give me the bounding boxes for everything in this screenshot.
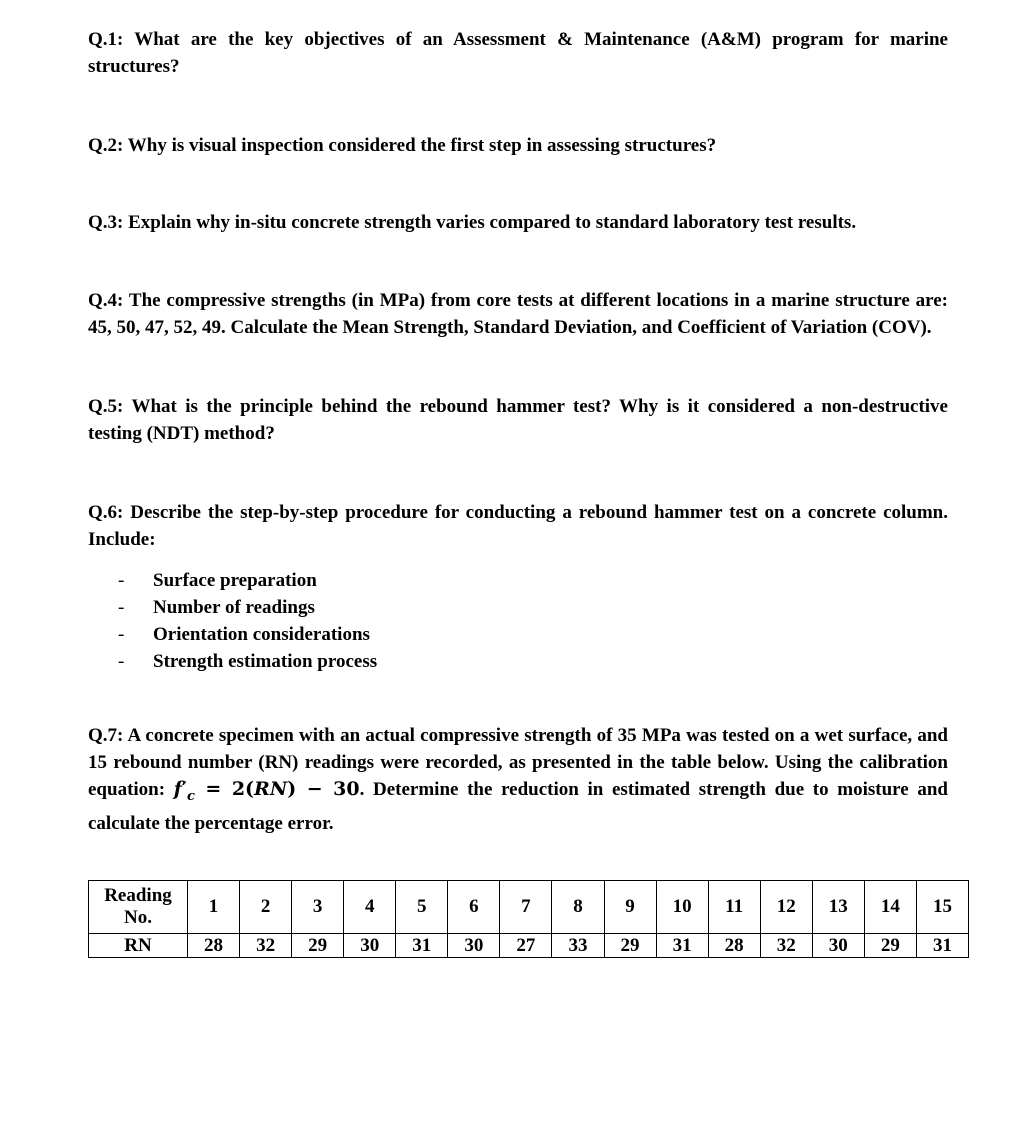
question-3-label: Q.3: xyxy=(88,212,124,233)
question-3 xyxy=(88,209,948,236)
table-cell: 11 xyxy=(708,881,760,934)
table-cell: 9 xyxy=(604,881,656,934)
calibration-equation: $f'_c = 2(RN) - 30$ xyxy=(173,778,360,804)
table-cell: 32 xyxy=(760,934,812,958)
table-cell: 6 xyxy=(448,881,500,934)
question-5-text: What is the principle behind the rebound hammer test? Why is it considered a non-destructive testing (NDT) method? xyxy=(88,396,948,444)
question-4 xyxy=(88,287,948,341)
question-7-label: Q.7: xyxy=(88,725,124,746)
question-7-text-after: . Determine the reduction in estimated strength due to moisture and calculate the percentage error. xyxy=(88,779,948,834)
table-cell: 29 xyxy=(604,934,656,958)
table-header-cell: Reading No. xyxy=(89,881,188,934)
question-6-label: Q.6: xyxy=(88,502,124,523)
question-3-text: Explain why in-situ concrete strength varies compared to standard laboratory test results. xyxy=(128,212,857,233)
table-cell: 8 xyxy=(552,881,604,934)
document-page xyxy=(88,26,948,837)
bullet-item: - Number of readings xyxy=(118,597,315,618)
table-header-cell: RN xyxy=(89,934,188,958)
table-cell: 29 xyxy=(292,934,344,958)
question-6-text: Describe the step-by-step procedure for conducting a rebound hammer test on a concrete column. Include: xyxy=(88,502,948,550)
question-6-bullet-list xyxy=(88,567,948,675)
table-cell: 5 xyxy=(396,881,448,934)
table-cell: 13 xyxy=(812,881,864,934)
table-cell: 12 xyxy=(760,881,812,934)
question-7 xyxy=(88,722,948,837)
bullet-text: Surface preparation xyxy=(153,570,317,591)
bullet-item: - Orientation considerations xyxy=(118,624,370,645)
question-2 xyxy=(88,132,948,159)
table-cell: 31 xyxy=(656,934,708,958)
table-cell: 3 xyxy=(292,881,344,934)
table-cell: 15 xyxy=(916,881,968,934)
table-cell: 29 xyxy=(864,934,916,958)
question-2-text: Why is visual inspection considered the first step in assessing structures? xyxy=(127,135,717,156)
table-row-rn xyxy=(89,934,969,958)
table-cell: 31 xyxy=(396,934,448,958)
bullet-item: - Strength estimation process xyxy=(118,651,378,672)
table-cell: 27 xyxy=(500,934,552,958)
question-7-text-before: A concrete specimen with an actual compressive strength of 35 MPa was tested on a wet surface, and 15 rebound number (RN) readings were recorded, as presented in the table below. Using the calibration equation: xyxy=(88,725,948,800)
table-cell: 31 xyxy=(916,934,968,958)
table-cell: 10 xyxy=(656,881,708,934)
question-1 xyxy=(88,26,948,80)
bullet-text: Strength estimation process xyxy=(153,651,378,672)
bullet-text: Orientation considerations xyxy=(153,624,370,645)
question-6 xyxy=(88,499,948,553)
table-cell: 4 xyxy=(344,881,396,934)
table-cell: 30 xyxy=(344,934,396,958)
question-5-label: Q.5: xyxy=(88,396,124,417)
bullet-item: - Surface preparation xyxy=(118,570,317,591)
rebound-number-table xyxy=(88,880,969,958)
table-cell: 1 xyxy=(188,881,240,934)
question-4-text: The compressive strengths (in MPa) from core tests at different locations in a marine structure are: 45, 50, 47, 52, 49. Calculate the Mean Strength, Standard Deviation, and Coefficient of Variation (COV). xyxy=(88,290,948,338)
question-1-label: Q.1: xyxy=(88,29,124,50)
question-5 xyxy=(88,393,948,447)
bullet-text: Number of readings xyxy=(153,597,315,618)
table-cell: 2 xyxy=(240,881,292,934)
question-2-label: Q.2: xyxy=(88,135,124,156)
table-cell: 28 xyxy=(708,934,760,958)
table-cell: 30 xyxy=(448,934,500,958)
table-cell: 7 xyxy=(500,881,552,934)
table-cell: 33 xyxy=(552,934,604,958)
question-1-text: What are the key objectives of an Assessment & Maintenance (A&M) program for marine structures? xyxy=(88,29,948,77)
table-cell: 30 xyxy=(812,934,864,958)
table-row-reading-no xyxy=(89,881,969,934)
table-cell: 32 xyxy=(240,934,292,958)
question-4-label: Q.4: xyxy=(88,290,124,311)
table-cell: 28 xyxy=(188,934,240,958)
table-cell: 14 xyxy=(864,881,916,934)
